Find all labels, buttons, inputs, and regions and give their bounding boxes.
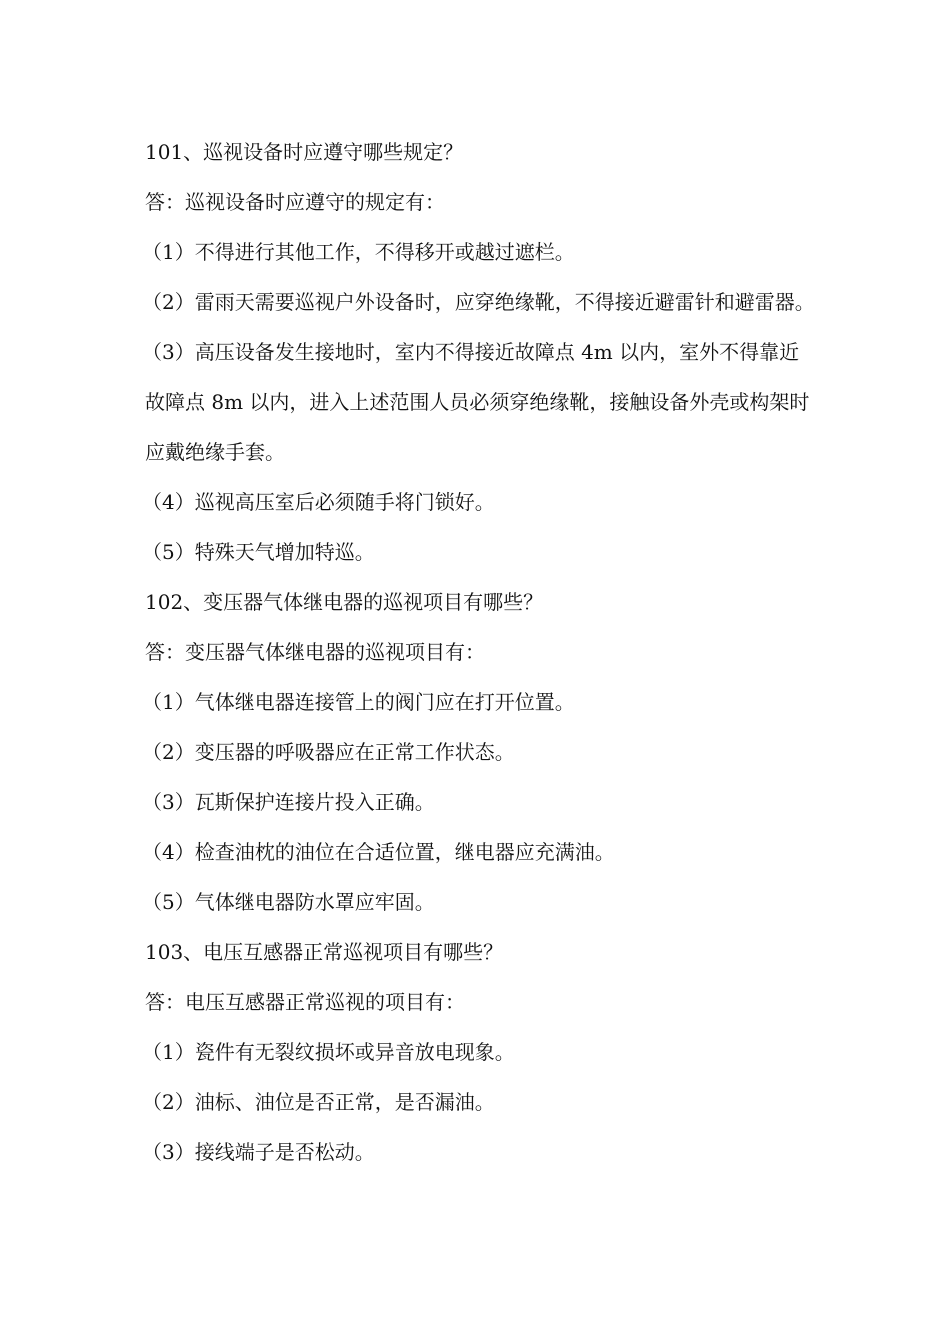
answer-103-item-3: （3）接线端子是否松动。: [142, 1140, 375, 1164]
answer-102-item-4: （4）检查油枕的油位在合适位置，继电器应充满油。: [142, 840, 615, 864]
answer-103: 答：电压互感器正常巡视的项目有：: [145, 990, 465, 1014]
answer-102-item-3: （3）瓦斯保护连接片投入正确。: [142, 790, 435, 814]
question-102: 102、变压器气体继电器的巡视项目有哪些？: [145, 590, 544, 614]
answer-102: 答：变压器气体继电器的巡视项目有：: [145, 640, 485, 664]
answer-101-item-5: （5）特殊天气增加特巡。: [142, 540, 375, 564]
question-101: 101、巡视设备时应遵守哪些规定？: [145, 140, 464, 164]
document-body: [142, 127, 815, 1177]
question-103: 103、电压互感器正常巡视项目有哪些？: [145, 940, 504, 964]
answer-102-item-1: （1）气体继电器连接管上的阀门应在打开位置。: [142, 690, 575, 714]
answer-101-item-4: （4）巡视高压室后必须随手将门锁好。: [142, 490, 495, 514]
answer-103-item-2: （2）油标、油位是否正常，是否漏油。: [142, 1090, 495, 1114]
answer-101-item-3: （3）高压设备发生接地时，室内不得接近故障点 4m 以内，室外不得靠近故障点 8m 以内，进入上述范围人员必须穿绝缘靴，接触设备外壳或构架时应戴绝缘手套。: [142, 340, 810, 464]
answer-101-item-1: （1）不得进行其他工作，不得移开或越过遮栏。: [142, 240, 575, 264]
answer-102-item-2: （2）变压器的呼吸器应在正常工作状态。: [142, 740, 515, 764]
answer-101-item-2: （2）雷雨天需要巡视户外设备时，应穿绝缘靴，不得接近避雷针和避雷器。: [142, 290, 815, 314]
answer-101: 答：巡视设备时应遵守的规定有：: [145, 190, 445, 214]
answer-102-item-5: （5）气体继电器防水罩应牢固。: [142, 890, 435, 914]
answer-103-item-1: （1）瓷件有无裂纹损坏或异音放电现象。: [142, 1040, 515, 1064]
